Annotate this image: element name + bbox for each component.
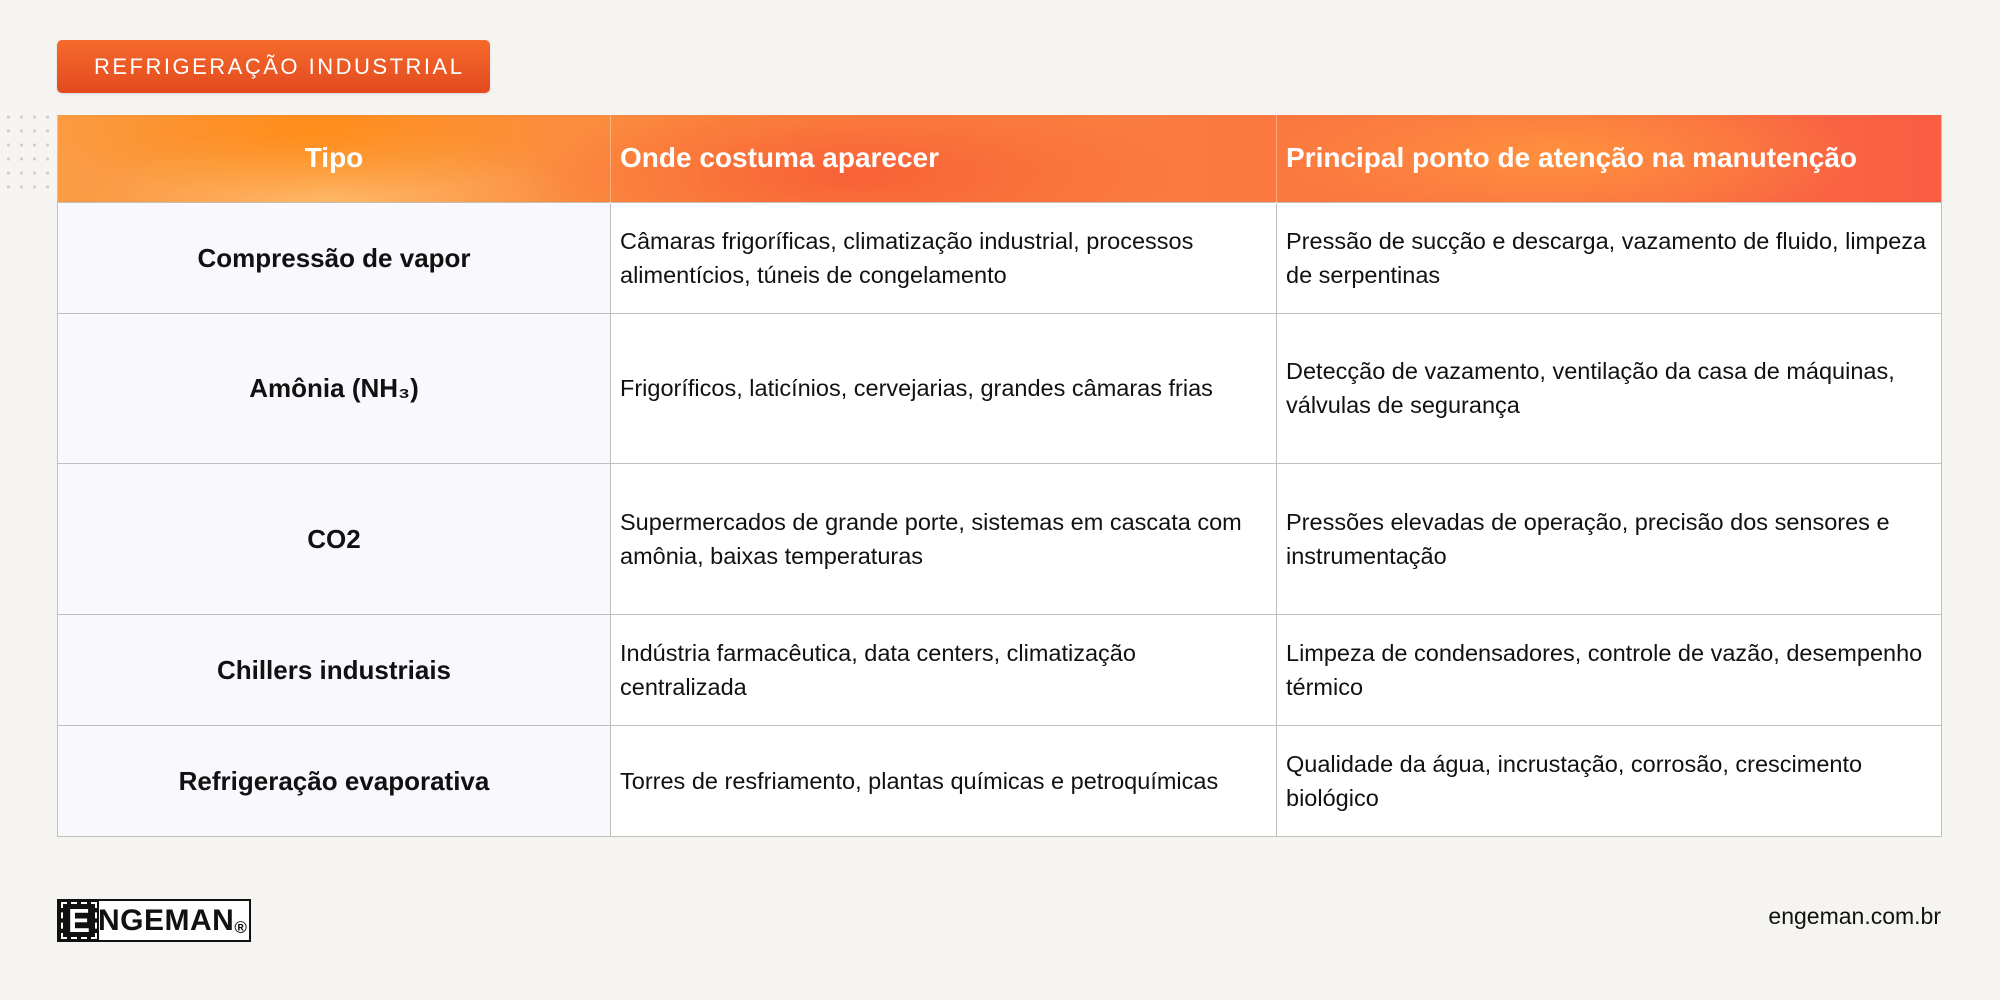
table-row [58,202,1942,313]
cell-tipo: Refrigeração evaporativa [58,725,611,836]
cell-tipo: CO2 [58,463,611,614]
column-header-onde: Onde costuma aparecer [611,115,1277,202]
column-header-tipo: Tipo [58,115,611,202]
website-url: engeman.com.br [1768,903,1941,929]
table-row [58,313,1942,463]
logo-registered-mark: ® [234,918,247,937]
cell-tipo: Compressão de vapor [58,202,611,313]
cell-onde: Frigoríficos, laticínios, cervejarias, grandes câmaras frias [611,313,1277,463]
logo-letter-mark: E [61,902,97,939]
decorative-dot-grid [2,110,54,196]
section-badge [57,40,490,93]
logo-wordmark: NGEMAN [98,903,235,937]
cell-onde: Indústria farmacêutica, data centers, climatização centralizada [611,614,1277,725]
table-row [58,725,1942,836]
engeman-logo [57,899,251,942]
table-row [58,463,1942,614]
column-header-atencao: Principal ponto de atenção na manutenção [1277,115,1942,202]
table-row [58,614,1942,725]
cell-tipo: Amônia (NH₃) [58,313,611,463]
cell-onde: Câmaras frigoríficas, climatização industrial, processos alimentícios, túneis de congelamento [611,202,1277,313]
table-header-row [58,115,1942,202]
cell-atencao: Detecção de vazamento, ventilação da casa de máquinas, válvulas de segurança [1277,313,1942,463]
refrigeration-table-container [57,115,1941,837]
cell-atencao: Pressão de sucção e descarga, vazamento de fluido, limpeza de serpentinas [1277,202,1942,313]
cell-tipo: Chillers industriais [58,614,611,725]
section-badge-label: REFRIGERAÇÃO INDUSTRIAL [94,53,465,79]
cell-onde: Torres de resfriamento, plantas químicas e petroquímicas [611,725,1277,836]
cell-atencao: Qualidade da água, incrustação, corrosão, crescimento biológico [1277,725,1942,836]
refrigeration-table [57,115,1942,837]
cell-atencao: Limpeza de condensadores, controle de vazão, desempenho térmico [1277,614,1942,725]
cell-onde: Supermercados de grande porte, sistemas em cascata com amônia, baixas temperaturas [611,463,1277,614]
cell-atencao: Pressões elevadas de operação, precisão dos sensores e instrumentação [1277,463,1942,614]
